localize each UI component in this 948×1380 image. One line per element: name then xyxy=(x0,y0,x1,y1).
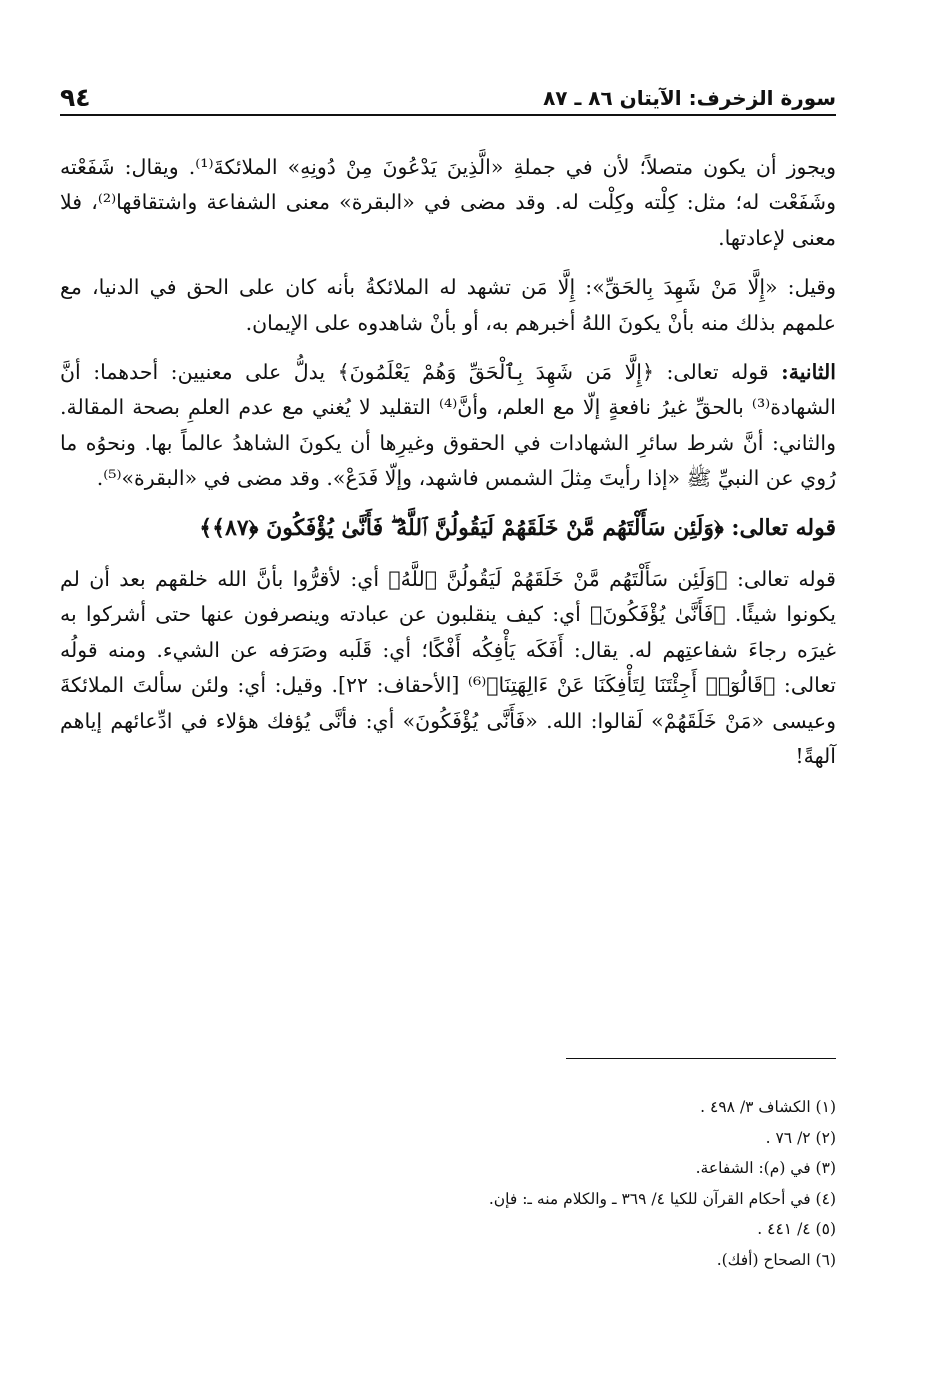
page-header xyxy=(60,76,836,116)
main-text xyxy=(60,150,836,789)
section-lead: الثانية: xyxy=(781,360,836,385)
paragraph-1: ويجوز أن يكون متصلاً؛ لأن في جملةِ «الَّذِينَ يَدْعُونَ مِنْ دُونِهِ» الملائكةَ⁽¹⁾. ويقال: شَفَعْته وشَفَعْت له؛ مثل: كِلْته وكِلْت له. وقد مضى في «البقرة» معنى الشفاعة واشتقاقها⁽²⁾، فلا معنى لإعادتها. xyxy=(60,155,836,250)
footnote-5: (٥) ٤/ ٤٤١ . xyxy=(757,1220,836,1238)
footnote-separator xyxy=(566,1058,836,1059)
verse-heading: قوله تعالى: ﴿وَلَئِن سَأَلْتَهُم مَّنْ خَلَقَهُمْ لَيَقُولُنَّ ٱللَّهُ ۖ فَأَنَّىٰ يُؤْفَكُونَ ﴿٨٧﴾﴾ xyxy=(199,514,836,541)
footnotes xyxy=(60,1092,836,1275)
footnote-4: (٤) في أحكام القرآن للكيا ٤/ ٣٦٩ ـ والكلام منه ـ: فإن. xyxy=(488,1189,836,1208)
footnote-3: (٣) في (م): الشفاعة. xyxy=(695,1159,836,1177)
paragraph-2: وقيل: «إِلَّا مَنْ شَهِدَ بِالحَقِّ»: إِلَّا مَن تشهد له الملائكةُ بأنه كان على الحق في الدنيا، مع علمهم بذلك منه بأنْ يكونَ اللهُ أخبرهم به، أو بأنْ شاهدوه على الإيمان. xyxy=(60,275,836,335)
footnote-1: (١) الكشاف ٣/ ٤٩٨ . xyxy=(700,1098,836,1116)
running-title: سورة الزخرف: الآيتان ٨٦ ـ ٨٧ xyxy=(543,86,836,110)
footnote-6: (٦) الصحاح (أفك). xyxy=(716,1250,836,1269)
paragraph-4: قوله تعالى: ﴿وَلَئِن سَأَلْتَهُم مَّنْ خَلَقَهُمْ لَيَقُولُنَّ ٱللَّهُ﴾ أي: لأقرُّوا بأنَّ الله خلقهم بعد أن لم يكونوا شيئًا. ﴿فَأَنَّىٰ يُؤْفَكُونَ﴾ أي: كيف ينقلبون عن عبادته وينصرفون عنها حتى أشركوا به غيرَه رجاءَ شفاعتِهم له. يقال: أَفَكَه يَأْفِكُه أَفْكًا؛ أي: قَلَبه وصَرَفه عن الشيء. ومنه قولُه تعالى: ﴿قَالُوٓا۟ أَجِئْتَنَا لِتَأْفِكَنَا عَنْ ءَالِهَتِنَا﴾⁽⁶⁾ [الأحقاف: ٢٢]. وقيل: أي: ولئن سألتَ الملائكةَ وعيسى «مَنْ خَلَقَهُمْ» لَقالوا: الله. «فَأَنَّى يُؤْفَكُونَ» أي: فأنَّى يُؤفك هؤلاء في ادِّعائهم إياهم آلهةً! xyxy=(60,567,836,769)
footnote-2: (٢) ٢/ ٧٦ . xyxy=(765,1128,836,1147)
page-number: ٩٤ xyxy=(60,83,91,112)
paragraph-3 xyxy=(60,355,836,497)
paragraph-3-text: قوله تعالى: ﴿إِلَّا مَن شَهِدَ بِٱلْحَقِّ وَهُمْ يَعْلَمُونَ﴾ يدلُّ على معنيين: أحدهما: أنَّ الشهادة⁽³⁾ بالحقِّ غيرُ نافعةٍ إلّا مع العلم، وأنَّ⁽⁴⁾ التقليد لا يُغني مع عدم العلمِ بصحة المقالة. والثاني: أنَّ شرط سائرِ الشهادات في الحقوق وغيرِها أن يكونَ الشاهدُ عالماً بها. ونحوُه ما رُوي عن النبيِّ ﷺ «إذا رأيتَ مِثلَ الشمس فاشهد، وإلّا فَدَعْ». وقد مضى في «البقرة»⁽⁵⁾. xyxy=(60,360,836,491)
